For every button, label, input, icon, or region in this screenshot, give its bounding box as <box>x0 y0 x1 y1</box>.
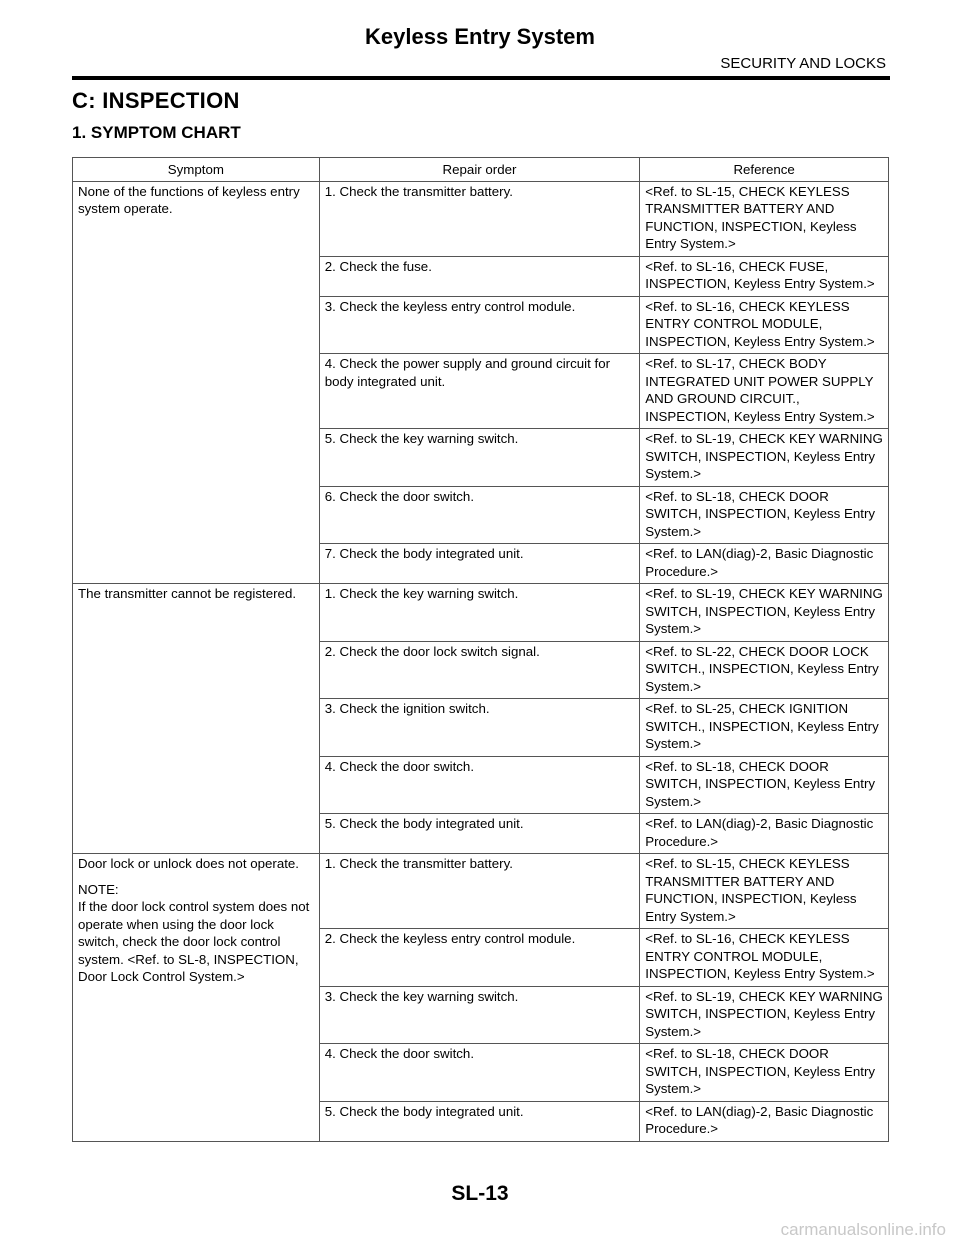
repair-order-cell: 1. Check the transmitter battery. <box>319 854 640 929</box>
reference-cell: <Ref. to LAN(diag)-2, Basic Diagnostic Procedure.> <box>640 814 889 854</box>
repair-order-cell: 2. Check the keyless entry control module. <box>319 929 640 987</box>
reference-cell: <Ref. to SL-16, CHECK KEYLESS ENTRY CONTROL MODULE, INSPECTION, Keyless Entry System.> <box>640 929 889 987</box>
symptom-text: Door lock or unlock does not operate. <box>78 856 300 871</box>
repair-order-cell: 4. Check the door switch. <box>319 1044 640 1102</box>
table-row <box>73 181 889 256</box>
symptom-text: None of the functions of keyless entry system operate. <box>78 183 300 216</box>
reference-cell: <Ref. to SL-16, CHECK FUSE, INSPECTION, Keyless Entry System.> <box>640 256 889 296</box>
reference-cell: <Ref. to SL-19, CHECK KEY WARNING SWITCH, INSPECTION, Keyless Entry System.> <box>640 986 889 1044</box>
symptom-cell <box>73 854 320 1142</box>
page-number: SL-13 <box>451 1182 509 1205</box>
subsection-heading: 1. SYMPTOM CHART <box>72 123 241 142</box>
table-row <box>73 854 889 929</box>
repair-order-cell: 4. Check the door switch. <box>319 756 640 814</box>
table-header-row <box>73 158 889 182</box>
header-divider <box>72 76 890 80</box>
repair-order-cell: 1. Check the key warning switch. <box>319 584 640 642</box>
repair-order-cell: 7. Check the body integrated unit. <box>319 544 640 584</box>
symptom-cell <box>73 181 320 584</box>
repair-order-cell: 5. Check the key warning switch. <box>319 429 640 487</box>
repair-order-cell: 5. Check the body integrated unit. <box>319 814 640 854</box>
note-text: If the door lock control system does not operate when using the door lock switch, check the door lock control system. <Ref. to SL-8, INSPECTION, Door Lock Control System.> <box>78 899 310 984</box>
reference-cell: <Ref. to SL-25, CHECK IGNITION SWITCH., INSPECTION, Keyless Entry System.> <box>640 699 889 757</box>
reference-cell: <Ref. to SL-15, CHECK KEYLESS TRANSMITTER BATTERY AND FUNCTION, INSPECTION, Keyless Entry System.> <box>640 854 889 929</box>
repair-order-cell: 6. Check the door switch. <box>319 486 640 544</box>
repair-order-cell: 5. Check the body integrated unit. <box>319 1101 640 1141</box>
repair-order-cell: 2. Check the fuse. <box>319 256 640 296</box>
section-name: SECURITY AND LOCKS <box>720 55 886 72</box>
repair-order-cell: 3. Check the ignition switch. <box>319 699 640 757</box>
reference-cell: <Ref. to SL-18, CHECK DOOR SWITCH, INSPECTION, Keyless Entry System.> <box>640 1044 889 1102</box>
repair-order-cell: 3. Check the keyless entry control module. <box>319 296 640 354</box>
repair-order-cell: 3. Check the key warning switch. <box>319 986 640 1044</box>
page-title: Keyless Entry System <box>365 24 595 49</box>
symptom-chart-table <box>72 157 889 1142</box>
reference-cell: <Ref. to LAN(diag)-2, Basic Diagnostic Procedure.> <box>640 544 889 584</box>
repair-order-cell: 2. Check the door lock switch signal. <box>319 641 640 699</box>
reference-cell: <Ref. to SL-15, CHECK KEYLESS TRANSMITTER BATTERY AND FUNCTION, INSPECTION, Keyless Entry System.> <box>640 181 889 256</box>
reference-cell: <Ref. to SL-17, CHECK BODY INTEGRATED UNIT POWER SUPPLY AND GROUND CIRCUIT., INSPECTION, Keyless Entry System.> <box>640 354 889 429</box>
reference-cell: <Ref. to SL-18, CHECK DOOR SWITCH, INSPECTION, Keyless Entry System.> <box>640 486 889 544</box>
symptom-text: The transmitter cannot be registered. <box>78 586 297 601</box>
reference-cell: <Ref. to SL-18, CHECK DOOR SWITCH, INSPECTION, Keyless Entry System.> <box>640 756 889 814</box>
reference-cell: <Ref. to SL-16, CHECK KEYLESS ENTRY CONTROL MODULE, INSPECTION, Keyless Entry System.> <box>640 296 889 354</box>
reference-cell: <Ref. to LAN(diag)-2, Basic Diagnostic Procedure.> <box>640 1101 889 1141</box>
column-header-repair-order: Repair order <box>319 158 640 182</box>
column-header-reference: Reference <box>640 158 889 182</box>
repair-order-cell: 4. Check the power supply and ground circuit for body integrated unit. <box>319 354 640 429</box>
watermark: carmanualsonline.info <box>780 1220 946 1239</box>
column-header-symptom: Symptom <box>73 158 320 182</box>
repair-order-cell: 1. Check the transmitter battery. <box>319 181 640 256</box>
section-heading: C: INSPECTION <box>72 88 240 113</box>
reference-cell: <Ref. to SL-19, CHECK KEY WARNING SWITCH, INSPECTION, Keyless Entry System.> <box>640 584 889 642</box>
reference-cell: <Ref. to SL-22, CHECK DOOR LOCK SWITCH., INSPECTION, Keyless Entry System.> <box>640 641 889 699</box>
table-row <box>73 584 889 642</box>
reference-cell: <Ref. to SL-19, CHECK KEY WARNING SWITCH, INSPECTION, Keyless Entry System.> <box>640 429 889 487</box>
note-label: NOTE: <box>78 881 119 897</box>
symptom-cell <box>73 584 320 854</box>
